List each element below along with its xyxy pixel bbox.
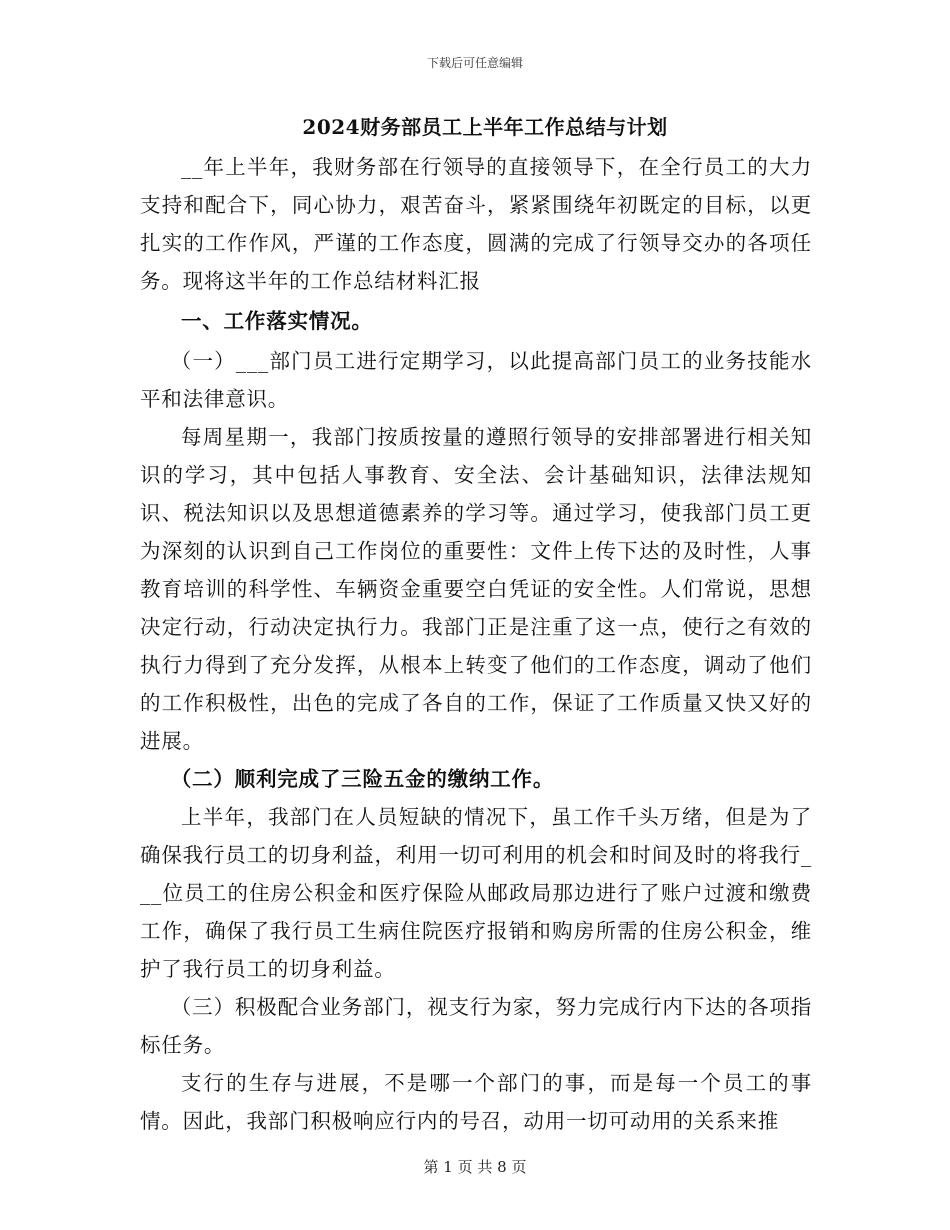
- body-paragraph-3: 支行的生存与进展，不是哪一个部门的事，而是每一个员工的事情。因此，我部门积极响应行内的号召，动用一切可动用的关系来推: [140, 1071, 812, 1133]
- header-note: 下载后可任意编辑: [426, 56, 523, 70]
- body-paragraph-1: 每周星期一，我部门按质按量的遵照行领导的安排部署进行相关知识的学习，其中包括人事教育、安全法、会计基础知识，法律法规知识、税法知识以及思想道德素养的学习等。通过学习，使我部门员工更为深刻的认识到自己工作岗位的重要性：文件上传下达的及时性，人事教育培训的科学性、车辆资金重要空白凭证的安全性。人们常说，思想决定行动，行动决定执行力。我部门正是注重了这一点，使行之有效的执行力得到了充分发挥，从根本上转变了他们的工作态度，调动了他们的工作积极性，出色的完成了各自的工作，保证了工作质量又快又好的进展。: [140, 425, 812, 753]
- document-body: [140, 108, 812, 1140]
- intro-paragraph: __年上半年，我财务部在行领导的直接领导下，在全行员工的大力支持和配合下，同心协力，艰苦奋斗，紧紧围绕年初既定的目标，以更扎实的工作作风，严谨的工作态度，圆满的完成了行领导交办的各项任务。现将这半年的工作总结材料汇报: [140, 155, 812, 293]
- subsection-heading-3: （三）积极配合业务部门，视支行为家，努力完成行内下达的各项指标任务。: [140, 995, 812, 1057]
- page-footer: 第 1 页 共 8 页: [423, 1158, 527, 1176]
- subsection-heading-1: （一）___部门员工进行定期学习，以此提高部门员工的业务技能水平和法律意识。: [140, 349, 812, 411]
- document-title: 2024财务部员工上半年工作总结与计划: [302, 115, 668, 139]
- body-paragraph-2: 上半年，我部门在人员短缺的情况下，虽工作千头万绪，但是为了确保我行员工的切身利益，利用一切可利用的机会和时间及时的将我行___位员工的住房公积金和医疗保险从邮政局那边进行了账户过渡和缴费工作，确保了我行员工生病住院医疗报销和购房所需的住房公积金，维护了我行员工的切身利益。: [140, 805, 812, 981]
- section-heading-1: 一、工作落实情况。: [181, 309, 373, 333]
- subsection-heading-2: （二）顺利完成了三险五金的缴纳工作。: [170, 767, 555, 791]
